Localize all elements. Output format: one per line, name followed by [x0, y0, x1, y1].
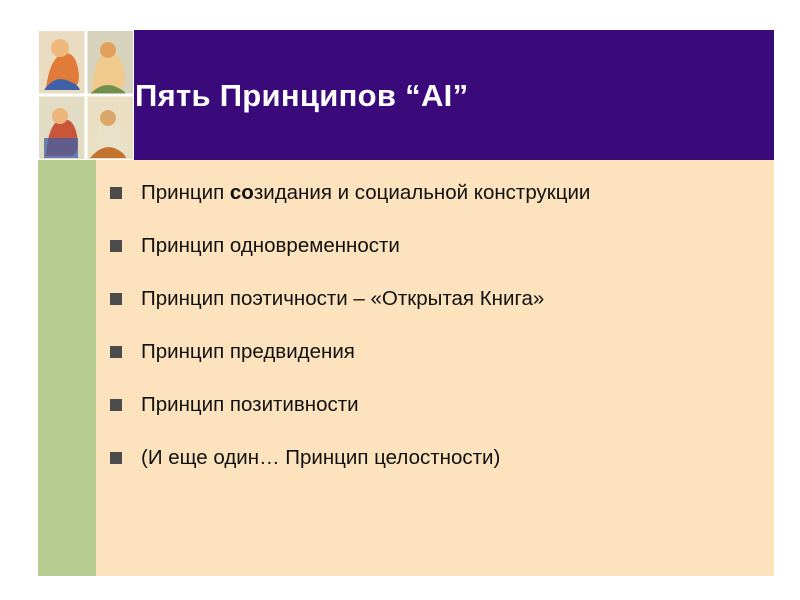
- list-item-label: Принцип предвидения: [141, 340, 355, 363]
- square-bullet-icon: [110, 346, 122, 358]
- square-bullet-icon: [110, 452, 122, 464]
- list-item: [110, 392, 770, 418]
- page-title: Пять Принципов “AI”: [135, 78, 469, 113]
- bullet-list: [110, 180, 770, 498]
- list-item: [110, 233, 770, 259]
- list-item-label: Принцип позитивности: [141, 393, 359, 416]
- list-item: [110, 180, 770, 206]
- square-bullet-icon: [110, 399, 122, 411]
- list-item: [110, 445, 770, 471]
- square-bullet-icon: [110, 293, 122, 305]
- list-item: [110, 339, 770, 365]
- list-item-label: Принцип созидания и социальной конструкции: [141, 181, 591, 204]
- left-margin: [0, 0, 38, 600]
- list-item: [110, 286, 770, 312]
- abstract-faces-artwork-icon: [38, 30, 134, 160]
- square-bullet-icon: [110, 240, 122, 252]
- top-margin: [0, 0, 800, 30]
- list-item-label: Принцип поэтичности – «Открытая Книга»: [141, 287, 545, 310]
- list-item-label: Принцип одновременности: [141, 234, 400, 257]
- square-bullet-icon: [110, 187, 122, 199]
- right-margin: [774, 0, 800, 600]
- bottom-margin: [0, 576, 800, 600]
- list-item-label: (И еще один… Принцип целостности): [141, 446, 501, 469]
